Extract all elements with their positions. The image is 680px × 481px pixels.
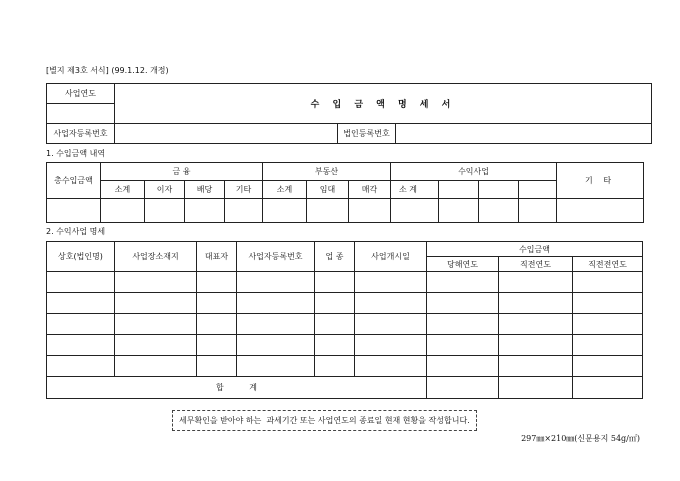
table-row [47,314,643,335]
sub-business-blank-2 [479,181,519,199]
input-cell[interactable] [479,199,519,223]
business-reg-label: 사업자등록번호 [47,124,115,144]
input-cell[interactable] [355,293,427,314]
group-other: 기 타 [557,163,644,199]
input-cell[interactable] [355,314,427,335]
form-caption: [별지 제3호 서식] (99.1.12. 개정) [46,66,169,75]
sub-business-blank-1 [439,181,479,199]
header-table [46,83,652,144]
input-cell[interactable] [499,272,573,293]
input-cell[interactable] [427,335,499,356]
section1-heading: 1. 수입금액 내역 [46,149,106,158]
table-row [47,272,643,293]
input-cell[interactable] [499,335,573,356]
input-cell[interactable] [197,335,237,356]
input-cell[interactable] [47,293,115,314]
input-cell[interactable] [47,335,115,356]
business-reg-value[interactable] [115,124,338,144]
input-cell[interactable] [557,199,644,223]
paper-spec: 297㎜×210㎜(신문용지 54g/㎡) [521,434,640,443]
input-cell[interactable] [263,199,307,223]
input-cell[interactable] [237,314,315,335]
input-cell[interactable] [499,377,573,399]
input-cell[interactable] [355,335,427,356]
input-cell[interactable] [115,293,197,314]
input-cell[interactable] [439,199,479,223]
section2-heading: 2. 수익사업 명세 [46,227,106,236]
sub-interest: 이자 [145,181,185,199]
input-cell[interactable] [115,314,197,335]
sub-sale: 매각 [349,181,391,199]
sub-real-estate-subtotal: 소계 [263,181,307,199]
input-cell[interactable] [197,314,237,335]
table-row [47,293,643,314]
input-cell[interactable] [499,293,573,314]
input-cell[interactable] [427,377,499,399]
input-cell[interactable] [237,356,315,377]
input-cell[interactable] [519,199,557,223]
table-row [47,356,643,377]
input-cell[interactable] [315,335,355,356]
input-cell[interactable] [307,199,349,223]
input-cell[interactable] [427,314,499,335]
input-cell[interactable] [225,199,263,223]
input-cell[interactable] [47,272,115,293]
input-cell[interactable] [197,293,237,314]
corp-reg-value[interactable] [396,124,652,144]
input-cell[interactable] [101,199,145,223]
input-cell[interactable] [355,272,427,293]
input-cell[interactable] [115,272,197,293]
group-real-estate: 부동산 [263,163,391,181]
input-cell[interactable] [573,293,643,314]
input-cell[interactable] [185,199,225,223]
input-cell[interactable] [499,314,573,335]
table-row [47,335,643,356]
sub-finance-other: 기타 [225,181,263,199]
sub-finance-subtotal: 소계 [101,181,145,199]
sub-business-blank-3 [519,181,557,199]
input-cell[interactable] [197,272,237,293]
col-current-year: 당해연도 [427,257,499,272]
sub-business-subtotal: 소 계 [391,181,439,199]
business-detail-table [46,241,643,399]
input-cell[interactable] [237,272,315,293]
input-cell[interactable] [427,356,499,377]
col-business-reg-no: 사업자등록번호 [237,242,315,272]
col-company-name: 상호(법인명) [47,242,115,272]
input-cell[interactable] [47,199,101,223]
input-cell[interactable] [573,356,643,377]
fiscal-year-label: 사업연도 [47,84,115,104]
total-label: 합 계 [47,377,427,399]
fiscal-year-value[interactable] [47,104,115,124]
group-profit-business: 수익사업 [391,163,557,181]
col-start-date: 사업개시일 [355,242,427,272]
input-cell[interactable] [349,199,391,223]
input-cell[interactable] [427,293,499,314]
input-cell[interactable] [573,335,643,356]
input-cell[interactable] [315,272,355,293]
input-cell[interactable] [197,356,237,377]
group-finance: 금 융 [101,163,263,181]
sub-dividend: 배당 [185,181,225,199]
input-cell[interactable] [355,356,427,377]
col-income-amount: 수입금액 [427,242,643,257]
input-cell[interactable] [145,199,185,223]
input-cell[interactable] [573,377,643,399]
corp-reg-label: 법인등록번호 [338,124,396,144]
input-cell[interactable] [315,293,355,314]
col-industry: 업 종 [315,242,355,272]
input-cell[interactable] [47,356,115,377]
col-two-years-prior: 직전전연도 [573,257,643,272]
col-representative: 대표자 [197,242,237,272]
instruction-notice: 세무확인을 받아야 하는 과세기간 또는 사업연도의 종료일 현재 현황을 작성합니다. [172,410,477,431]
col-previous-year: 직전연도 [499,257,573,272]
total-income-label: 총수입금액 [47,163,101,199]
input-cell[interactable] [391,199,439,223]
input-cell[interactable] [237,293,315,314]
input-cell[interactable] [47,314,115,335]
form-title: 수 입 금 액 명 세 서 [115,84,652,124]
input-cell[interactable] [573,314,643,335]
input-cell[interactable] [115,356,197,377]
input-cell[interactable] [427,272,499,293]
input-cell[interactable] [115,335,197,356]
input-cell[interactable] [315,314,355,335]
input-cell[interactable] [237,335,315,356]
sub-rent: 임대 [307,181,349,199]
col-business-address: 사업장소재지 [115,242,197,272]
income-breakdown-table [46,162,644,223]
total-row [47,377,643,399]
input-cell[interactable] [573,272,643,293]
input-cell[interactable] [499,356,573,377]
input-cell[interactable] [315,356,355,377]
